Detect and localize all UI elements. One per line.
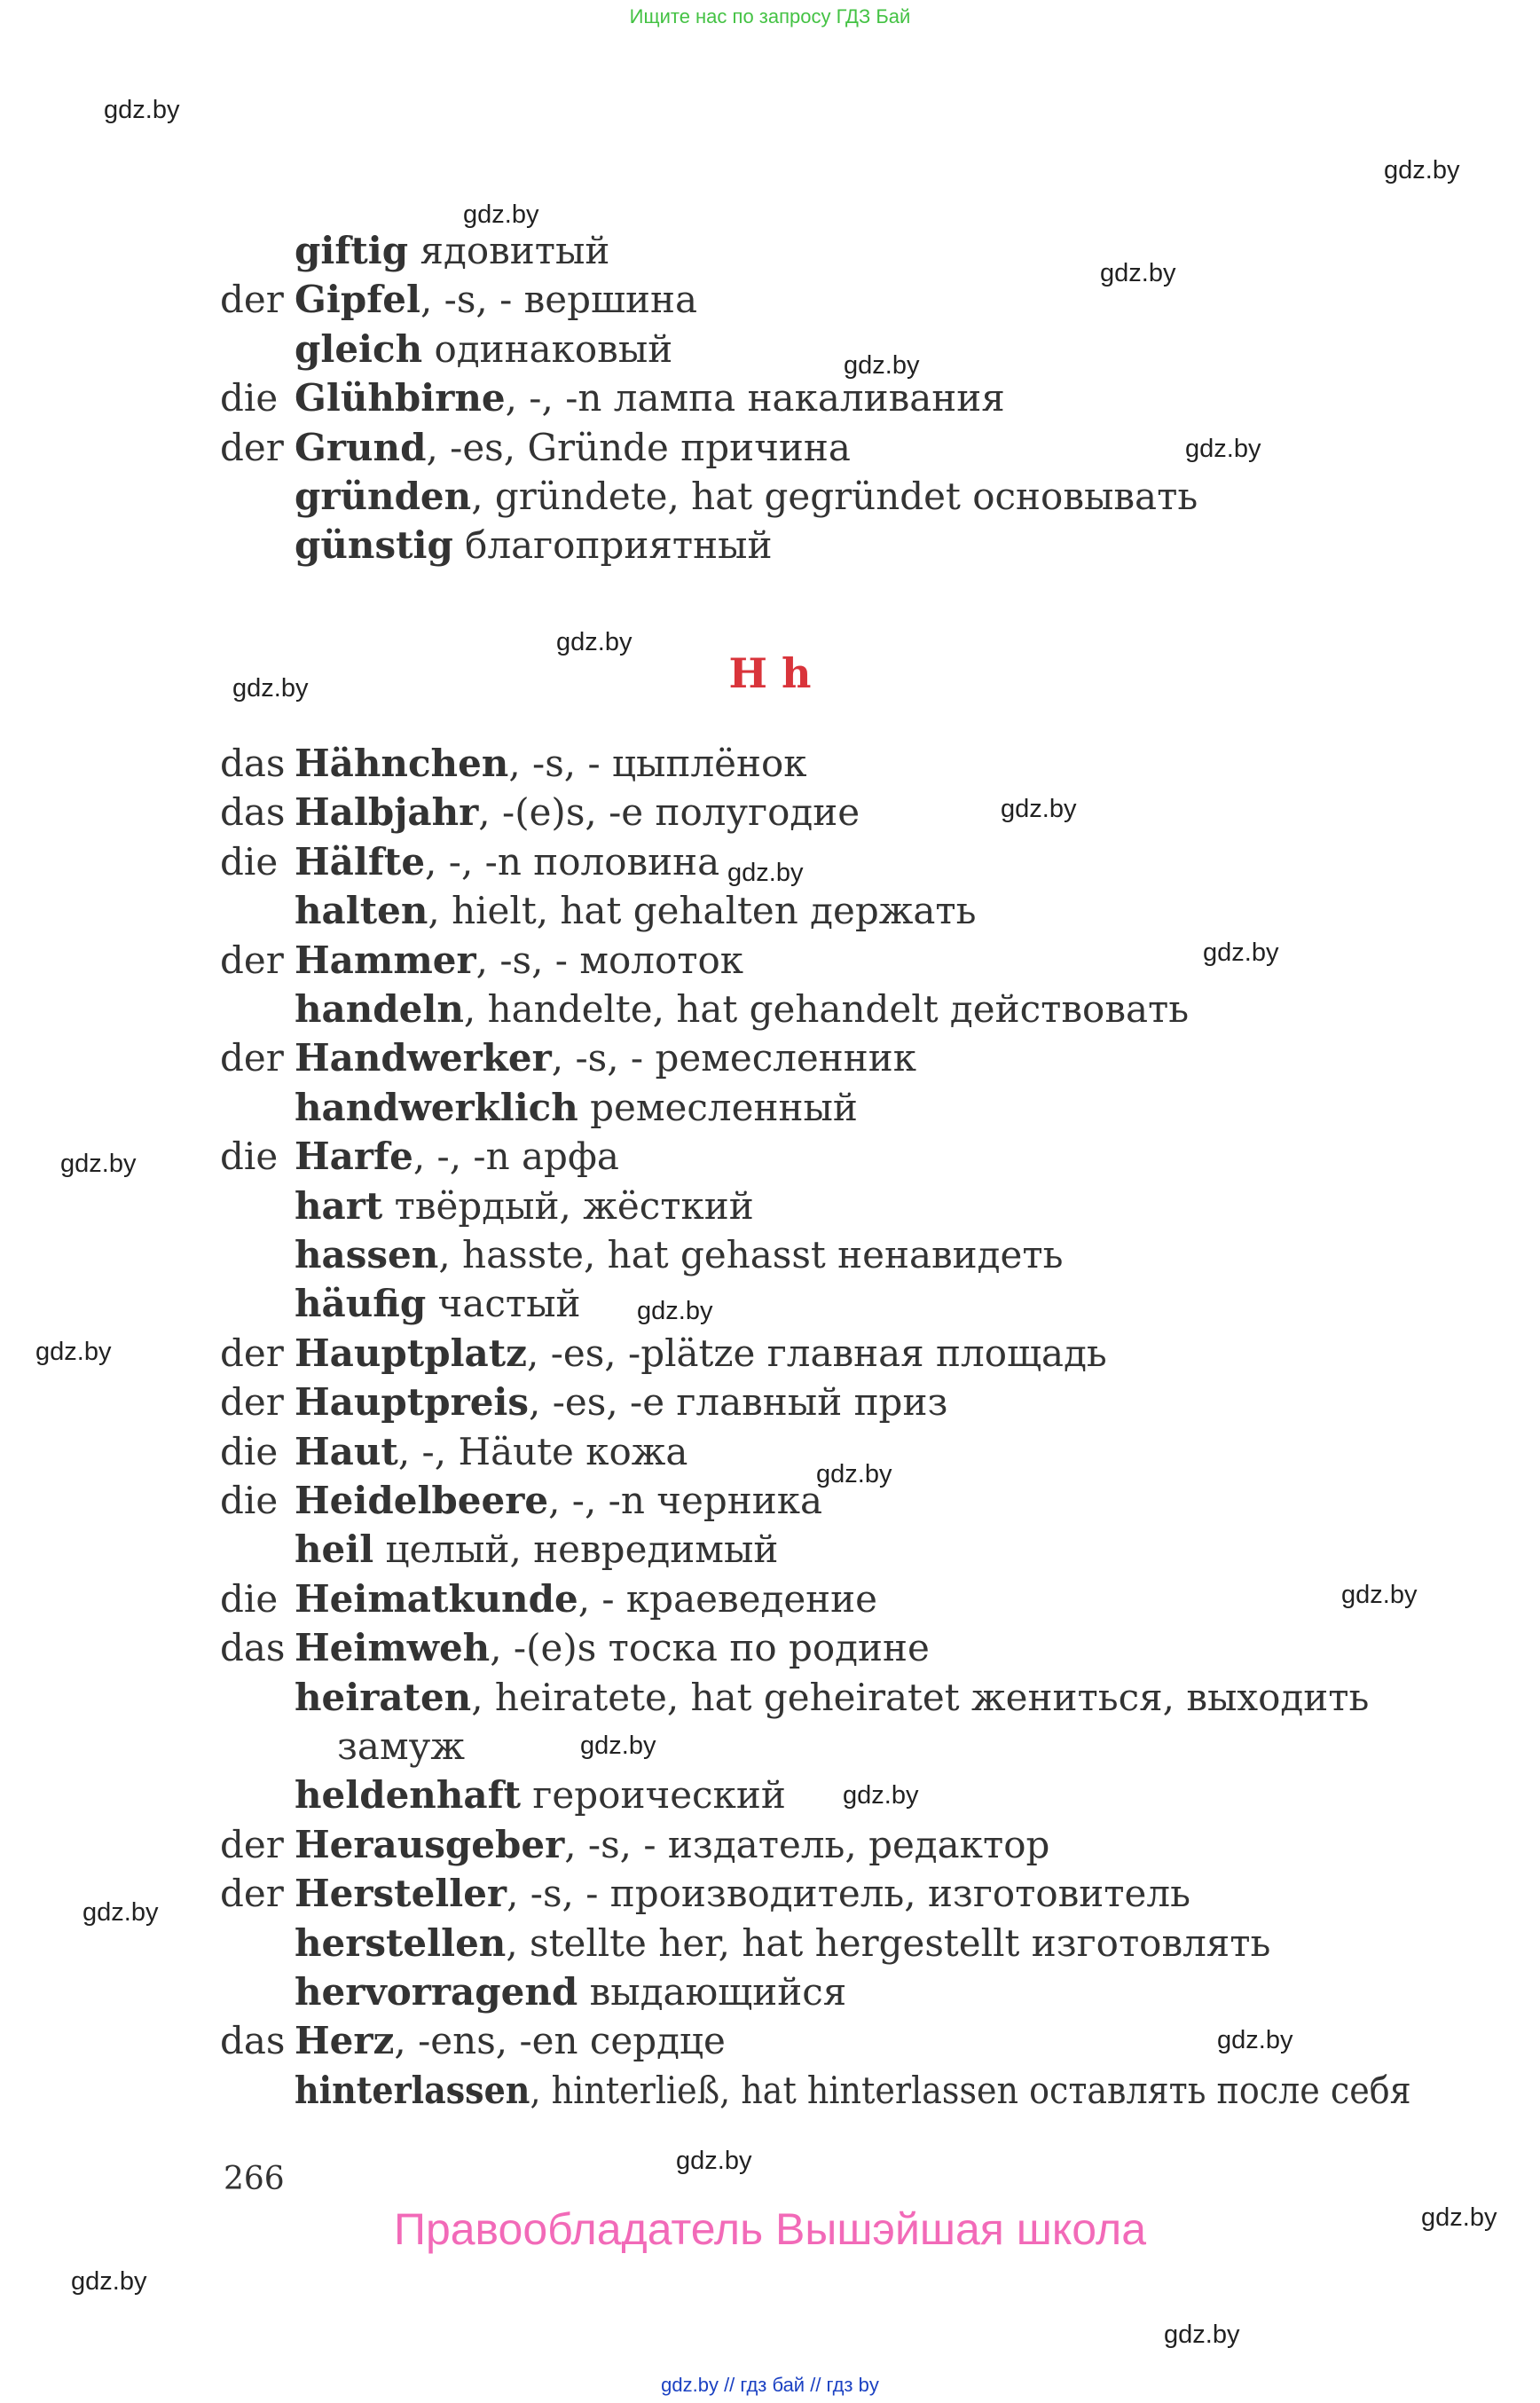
entry-text [295, 1773, 786, 1817]
watermark-text: gdz.by [816, 1460, 892, 1488]
entry-translation: выдающийся [578, 1970, 847, 2014]
entry-translation: ядовитый [408, 229, 610, 272]
dictionary-entry [220, 1823, 1419, 1869]
entry-headword: Hammer [295, 938, 476, 982]
entry-headword: hinterlassen [295, 2068, 530, 2112]
entry-headword: heiraten [295, 1675, 472, 1719]
dictionary-entry [220, 327, 1419, 373]
dictionary-entry [220, 987, 1419, 1033]
entry-translation: , -s, - издатель, редактор [564, 1822, 1050, 1866]
watermark-text: gdz.by [844, 351, 920, 380]
entry-translation: , -es, -e главный приз [529, 1380, 948, 1425]
entry-article: das [220, 1626, 286, 1670]
entry-translation: , -es, Gründe причина [426, 425, 851, 469]
entry-headword: Herausgeber [295, 1822, 565, 1866]
section-heading: H h [728, 649, 812, 697]
entry-headword: häufig [295, 1282, 427, 1326]
dictionary-entry [220, 889, 1419, 935]
entry-text [295, 1086, 858, 1129]
dictionary-entry [220, 1036, 1419, 1082]
entry-text [295, 523, 772, 567]
entry-text [295, 889, 977, 932]
entry-article: der [220, 278, 284, 322]
entry-headword: herstellen [295, 1920, 507, 1965]
entry-translation: , -(e)s, -e полугодие [478, 790, 860, 835]
entry-headword: gründen [295, 475, 472, 518]
entry-translation: , -, -n арфа [412, 1135, 619, 1179]
entry-translation: одинаковый [422, 326, 673, 371]
entry-headword: handeln [295, 987, 464, 1031]
entry-article: der [220, 1331, 284, 1375]
dictionary-entry [220, 1773, 1419, 1819]
entry-translation: , -s, - цыплёнок [508, 742, 807, 785]
entry-article: das [220, 742, 286, 785]
entry-headword: halten [295, 889, 428, 933]
entry-headword: Grund [295, 425, 427, 469]
entry-article: die [220, 839, 279, 883]
entry-translation: , -es, -plätze главная площадь [527, 1331, 1107, 1375]
dictionary-entry [220, 229, 1419, 275]
dictionary-entry [220, 1724, 1419, 1771]
watermark-text: gdz.by [676, 2147, 752, 2175]
entry-translation: , -s, - производитель, изготовитель [507, 1872, 1190, 1916]
entry-article: der [220, 1872, 284, 1916]
entry-headword: günstig [295, 523, 453, 568]
entry-text [295, 1036, 916, 1080]
dictionary-entry [220, 1626, 1419, 1672]
entry-headword: Hersteller [295, 1872, 507, 1916]
watermark-text: gdz.by [1100, 259, 1176, 287]
entry-headword: Hähnchen [295, 742, 509, 785]
entry-text [295, 1626, 930, 1669]
watermark-text: gdz.by [556, 628, 632, 656]
page-number: 266 [224, 2161, 285, 2197]
watermark-text: gdz.by [1164, 2321, 1240, 2349]
entry-text [295, 1282, 581, 1325]
entry-text [295, 1823, 1049, 1866]
bottom-links: gdz.by // гдз бай // гдз by [661, 2374, 879, 2396]
dictionary-entry [220, 1676, 1419, 1722]
watermark-text: gdz.by [637, 1297, 713, 1325]
entry-translation: , -, -n черника [548, 1479, 823, 1522]
watermark-text: gdz.by [232, 674, 309, 703]
dictionary-entry [220, 742, 1419, 788]
entry-text [295, 2019, 726, 2062]
entry-translation: , -s, - молоток [475, 938, 744, 982]
entry-article: der [220, 1822, 284, 1866]
entry-headword: giftig [295, 229, 409, 272]
entry-article: das [220, 2019, 286, 2063]
dictionary-entry [220, 2019, 1419, 2065]
watermark-text: gdz.by [1217, 2026, 1293, 2054]
entry-headword: Hauptplatz [295, 1331, 527, 1375]
dictionary-entry [220, 1282, 1419, 1328]
dictionary-entry [220, 1577, 1419, 1623]
entry-headword: gleich [295, 326, 423, 371]
dictionary-entry [220, 1380, 1419, 1426]
entry-translation: , gründete, hat gegründet основывать [471, 475, 1198, 518]
entry-translation: героический [521, 1773, 786, 1818]
entry-article: der [220, 938, 284, 982]
entry-text [295, 1970, 846, 2014]
entry-article: die [220, 1479, 279, 1522]
dictionary-entry [220, 1479, 1419, 1525]
dictionary-entry [220, 1970, 1419, 2016]
entry-headword: Glühbirne [295, 376, 506, 420]
entry-headword: heil [295, 1527, 374, 1572]
entry-text [295, 938, 743, 982]
entry-article: die [220, 376, 279, 420]
dictionary-entry [220, 840, 1419, 886]
watermark-text: gdz.by [843, 1781, 919, 1810]
entry-headword: hart [295, 1183, 383, 1228]
entry-text [295, 1479, 822, 1522]
copyright-notice: Правообладатель Вышэйшая школа [394, 2204, 1146, 2254]
dictionary-entry [220, 1135, 1419, 1181]
entry-translation: частый [426, 1282, 581, 1326]
dictionary-entry [220, 1527, 1419, 1574]
dictionary-entry [220, 523, 1419, 569]
dictionary-entry [220, 1233, 1419, 1279]
watermark-text: gdz.by [35, 1338, 112, 1366]
entry-translation: , hasste, hat gehasst ненавидеть [438, 1233, 1064, 1276]
entry-headword: Gipfel [295, 278, 420, 322]
entry-translation: целый, невредимый [373, 1527, 779, 1572]
dictionary-entry [220, 1921, 1419, 1967]
entry-text [295, 1233, 1063, 1276]
entry-article: der [220, 1380, 284, 1425]
entry-translation: , -, -n половина [425, 839, 720, 883]
watermark-text: gdz.by [82, 1898, 159, 1927]
dictionary-entry [220, 376, 1419, 422]
entry-translation: , hielt, hat gehalten держать [428, 889, 977, 933]
watermark-text: gdz.by [1203, 938, 1279, 967]
entry-translation: , -(e)s тоска по родине [490, 1626, 930, 1670]
entry-article: das [220, 790, 286, 835]
entry-headword: Halbjahr [295, 790, 479, 835]
entry-text [295, 840, 719, 883]
dictionary-entry [220, 1086, 1419, 1132]
entry-translation: , -ens, -en сердце [394, 2019, 726, 2063]
entry-text [295, 1676, 1369, 1719]
entry-translation: , -, -n лампа накаливания [505, 376, 1005, 420]
entry-translation: , -s, - ремесленник [551, 1036, 917, 1080]
entry-translation: , handelte, hat gehandelt действовать [463, 987, 1190, 1031]
dictionary-entry [220, 2069, 1419, 2115]
watermark-text: gdz.by [71, 2267, 147, 2296]
entry-text [295, 1527, 778, 1571]
entry-text [295, 1135, 619, 1178]
entry-translation: , -s, - вершина [420, 278, 698, 322]
dictionary-entry [220, 790, 1419, 836]
entry-headword: hassen [295, 1233, 439, 1276]
entry-translation: ремесленный [578, 1085, 858, 1129]
entry-translation: замуж [337, 1724, 465, 1768]
entry-text [295, 1577, 877, 1621]
entry-headword: Handwerker [295, 1036, 552, 1080]
entry-headword: hervorragend [295, 1970, 578, 2014]
entry-translation: твёрдый, жёсткий [382, 1183, 754, 1228]
entry-text [295, 475, 1198, 518]
top-banner: Ищите нас по запросу ГДЗ Бай [629, 5, 911, 27]
entry-text [295, 327, 672, 371]
entry-text [295, 1921, 1270, 1965]
entry-text [295, 376, 1005, 420]
watermark-text: gdz.by [463, 200, 539, 229]
dictionary-entry [220, 938, 1419, 985]
dictionary-entry [220, 1331, 1419, 1378]
entry-text [295, 742, 807, 785]
entry-headword: heldenhaft [295, 1773, 522, 1818]
entry-text [337, 1724, 465, 1768]
entry-headword: Heimatkunde [295, 1576, 578, 1621]
entry-headword: Hauptpreis [295, 1380, 530, 1425]
dictionary-entry [220, 1430, 1419, 1476]
entry-article: der [220, 425, 284, 469]
entry-translation: , heiratete, hat geheiratet жениться, выходить [471, 1675, 1370, 1719]
entry-text [295, 426, 851, 469]
entry-text [295, 1184, 754, 1228]
watermark-text: gdz.by [104, 96, 180, 124]
entry-translation: , - краеведение [578, 1576, 878, 1621]
watermark-text: gdz.by [1185, 435, 1261, 463]
watermark-text: gdz.by [580, 1732, 656, 1760]
dictionary-entry [220, 1184, 1419, 1230]
entry-headword: handwerklich [295, 1085, 578, 1129]
entry-article: der [220, 1036, 284, 1080]
dictionary-entry [220, 278, 1419, 324]
dictionary-entry [220, 426, 1419, 472]
entry-article: die [220, 1429, 279, 1473]
entry-headword: Hälfte [295, 839, 426, 883]
watermark-text: gdz.by [60, 1150, 137, 1178]
watermark-text: gdz.by [1341, 1581, 1418, 1609]
watermark-text: gdz.by [1421, 2203, 1497, 2232]
entry-text [295, 229, 609, 272]
entry-text [295, 278, 697, 321]
watermark-text: gdz.by [1001, 795, 1077, 823]
entry-text [295, 790, 860, 834]
entry-translation: , hinterließ, hat hinterlassen оставлять после себя [530, 2068, 1411, 2112]
entry-text [295, 2069, 1411, 2112]
entry-headword: Heidelbeere [295, 1479, 549, 1522]
entry-translation: благоприятный [452, 523, 773, 568]
dictionary-entry [220, 475, 1419, 521]
dictionary-entry [220, 1872, 1419, 1918]
entry-text [295, 987, 1189, 1031]
entry-article: die [220, 1135, 279, 1179]
entry-translation: , -, Häute кожа [397, 1429, 688, 1473]
entry-text [295, 1331, 1107, 1375]
entry-translation: , stellte her, hat hergestellt изготовлять [506, 1920, 1271, 1965]
entry-text [295, 1430, 688, 1473]
watermark-text: gdz.by [1384, 156, 1460, 185]
entry-text [295, 1380, 947, 1424]
entry-headword: Herz [295, 2019, 395, 2063]
entry-headword: Haut [295, 1429, 398, 1473]
entry-text [295, 1872, 1190, 1915]
entry-headword: Heimweh [295, 1626, 491, 1670]
entry-headword: Harfe [295, 1135, 413, 1179]
watermark-text: gdz.by [727, 859, 804, 887]
entry-article: die [220, 1576, 279, 1621]
